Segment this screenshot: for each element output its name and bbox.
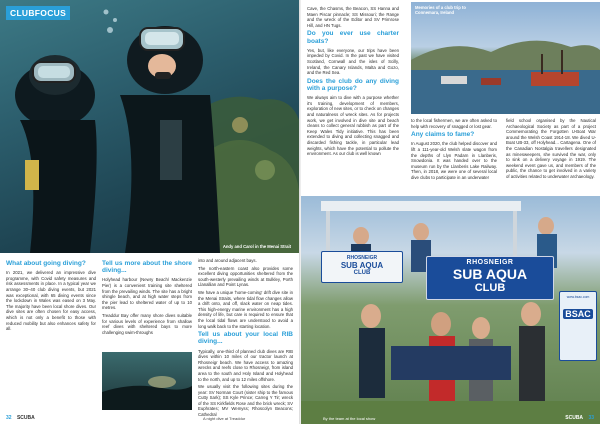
paragraph: The north-eastern coast also provides some excellent diving opportunities sheltered from the south-westerly prevailing winds at Bulkley, Porth Llanallian and Point Lynas. (198, 265, 293, 288)
page-number-left (6, 415, 35, 421)
paragraph: In 2021, we delivered an impressive dive programme, with Covid safety measures and risk assessments in place. In a typical year we arrange 30–40 club diving events, but 2021 was exceptional, with 65 diving events since the lockdown in Wales was eased on 3 May. The majority have been local shore dives. Our dive sites are often chosen for easy access, which is not only a benefit to those with reduced mobility but also enhances safety for all. (6, 270, 96, 332)
bsac-banner (559, 291, 597, 361)
section-tag: CLUBFOCUS (6, 6, 70, 20)
divers-illustration (0, 0, 299, 253)
paragraph: Cave, the Chasms, the Beacon, SS Hanna and Maen Piscar pinnacle; SS Missouri; the Range and the wreck of the Editor and SV Primrose Hill, and HN Tugs. (307, 6, 399, 28)
paragraph: We have a unique 'home-coming' drift dive site in the Menai Straits, where tidal flow changes allow a drift onto, and off, slack water on neap tides. This high-energy marine environment has a high density of life, but care is required to ensure that the local tidal flows are understood to avoid a long walk back to the starting location. (198, 289, 293, 329)
text-column-3 (198, 258, 293, 420)
right-page (301, 0, 600, 424)
photo-caption: Andy and Carol in the Menai Strait (222, 244, 291, 249)
night-dive-illustration (102, 352, 192, 410)
banner-line-2: SUB AQUA (452, 266, 528, 282)
bsac-logo: BSAC (563, 309, 593, 319)
club-stand-photo (301, 196, 600, 424)
club-banner-small (321, 251, 403, 283)
paragraph: Holyhead harbour (Newry Beach/ Mackenzie Pier) is a convenient training site sheltered from the prevailing winds. The site has a bright shingle beach, and at high water steps from the pier lead to sheltered water of up to 10 metres. (102, 277, 192, 311)
paragraph: In August 2020, the club helped discover and lift a 111-year-old Welsh slate wagon from the depths of Llyn Padarn in Llanberis, Snowdonia. It was handed over to the museum run by the Llanberis Lake Railway. Then, in 2018, we were one of several local dive clubs to participate in an underwater (411, 141, 497, 180)
banner-line-3: CLUB (353, 270, 371, 276)
banner-line-1: RHOSNEIGR (346, 255, 378, 261)
banner-line-2: SUB AQUA (340, 261, 384, 270)
text-column-2 (102, 258, 192, 337)
photo-caption: Memories of a club trip to Connemara, Ireland (415, 5, 466, 15)
text-column-3 (506, 118, 596, 182)
event-illustration (301, 196, 600, 424)
page-number: 33 (588, 415, 594, 421)
heading-going-diving: What about going diving? (6, 260, 86, 267)
magazine-name: SCUBA (565, 415, 584, 421)
connemara-harbour-photo (411, 2, 600, 114)
paragraph: We usually visit the following sites during the year: SV Norman Court (sister ship to the famous Cutty Sark); SS Kyle Prince; Carreg Y Tir; wreck of the SS Kirkfields Rose and the brick wreck; SV Euphrates; MV Wemyss; Rhoscolyn Beacons; Cathedral (198, 384, 293, 418)
bsac-url: www.bsac.com (566, 295, 590, 299)
page-number: 32 (6, 415, 12, 421)
heading-shore-diving: Tell us more about the shore diving... (102, 260, 192, 275)
paragraph: Typically, one-third of planned club dives are RIB dives within 10 miles of our tractor launch at Rhosneigr beach. We have access to amazing wrecks and reefs close to Rhosneigr, from island area to the south and Holy Island and Holyhead to the north, and up to 12 miles offshore. (198, 348, 293, 382)
left-page (0, 0, 299, 424)
text-column-1 (307, 6, 399, 159)
banner-line-3: CLUB (474, 282, 506, 294)
club-banner-main (426, 256, 554, 300)
paragraph: to the local fishermen, we are often asked to help with recovery of snagged or lost gear. (411, 118, 497, 129)
text-column-1 (6, 258, 96, 334)
paragraph: field school organised by the Nautical Archaeological Society as part of a project Commemorating the Forgotten U-Boat War around the Welsh Coast 1914-18. We dived U-Boat UB-33, off Holyhead... Cartagena. One of the Canadian Nostalgia travellers designated as minesweepers, she survived the war, only to sink on a delivery voyage in 1919. The weekend event gave us, and members of the public, the chance to get involved in a variety of activities related to underwater archaeology. (506, 118, 596, 179)
paragraph: Treaddur Bay offer many shore dives suitable for various levels of experience from shallow reef dives with sheltered bays to more challenging swim-throughs (102, 312, 192, 335)
banner-line-1: RHOSNEIGR (466, 259, 514, 266)
heading-charter-boats: Do you ever use charter boats? (307, 30, 399, 45)
heading-claims-to-fame: Any claims to fame? (411, 131, 475, 139)
night-dive-photo (102, 352, 192, 410)
divers-underwater-photo (0, 0, 299, 253)
paragraph: We always aim to dive with a purpose whether it's training, development of members, exploration of new sites, or to check on changes and naturalness of wreck sites. As for projects work, we get involved in dive site and beach cleans to collect general rubbish as part of the Keep Wales Tidy initiative. This has been extended to diving and collecting snagged and discarded fishing tackle, in particular lead weights, which have the potential to pollute the environment. As our club is well known (307, 95, 399, 157)
magazine-name: SCUBA (16, 415, 35, 421)
page-number-right (565, 415, 594, 421)
paragraph: into and around adjacent bays. (198, 258, 257, 263)
heading-diving-purpose: Does the club do any diving with a purpose? (307, 77, 399, 92)
paragraph: Yes, but, like everyone, our trips have been impeded by Covid. In the past we have visited Scotland, Cornwall and the isles of Scilly, Ireland, the Canary Islands, Malta and Gozo, and the Red Sea. (307, 47, 399, 76)
bottom-caption: A night dive at Treaddur (203, 416, 246, 421)
bottom-caption: By the team at the local show (323, 416, 376, 421)
harbour-illustration (411, 2, 600, 114)
text-column-2 (411, 118, 497, 183)
heading-rib-diving: Tell us about your local RIB diving... (198, 331, 293, 346)
